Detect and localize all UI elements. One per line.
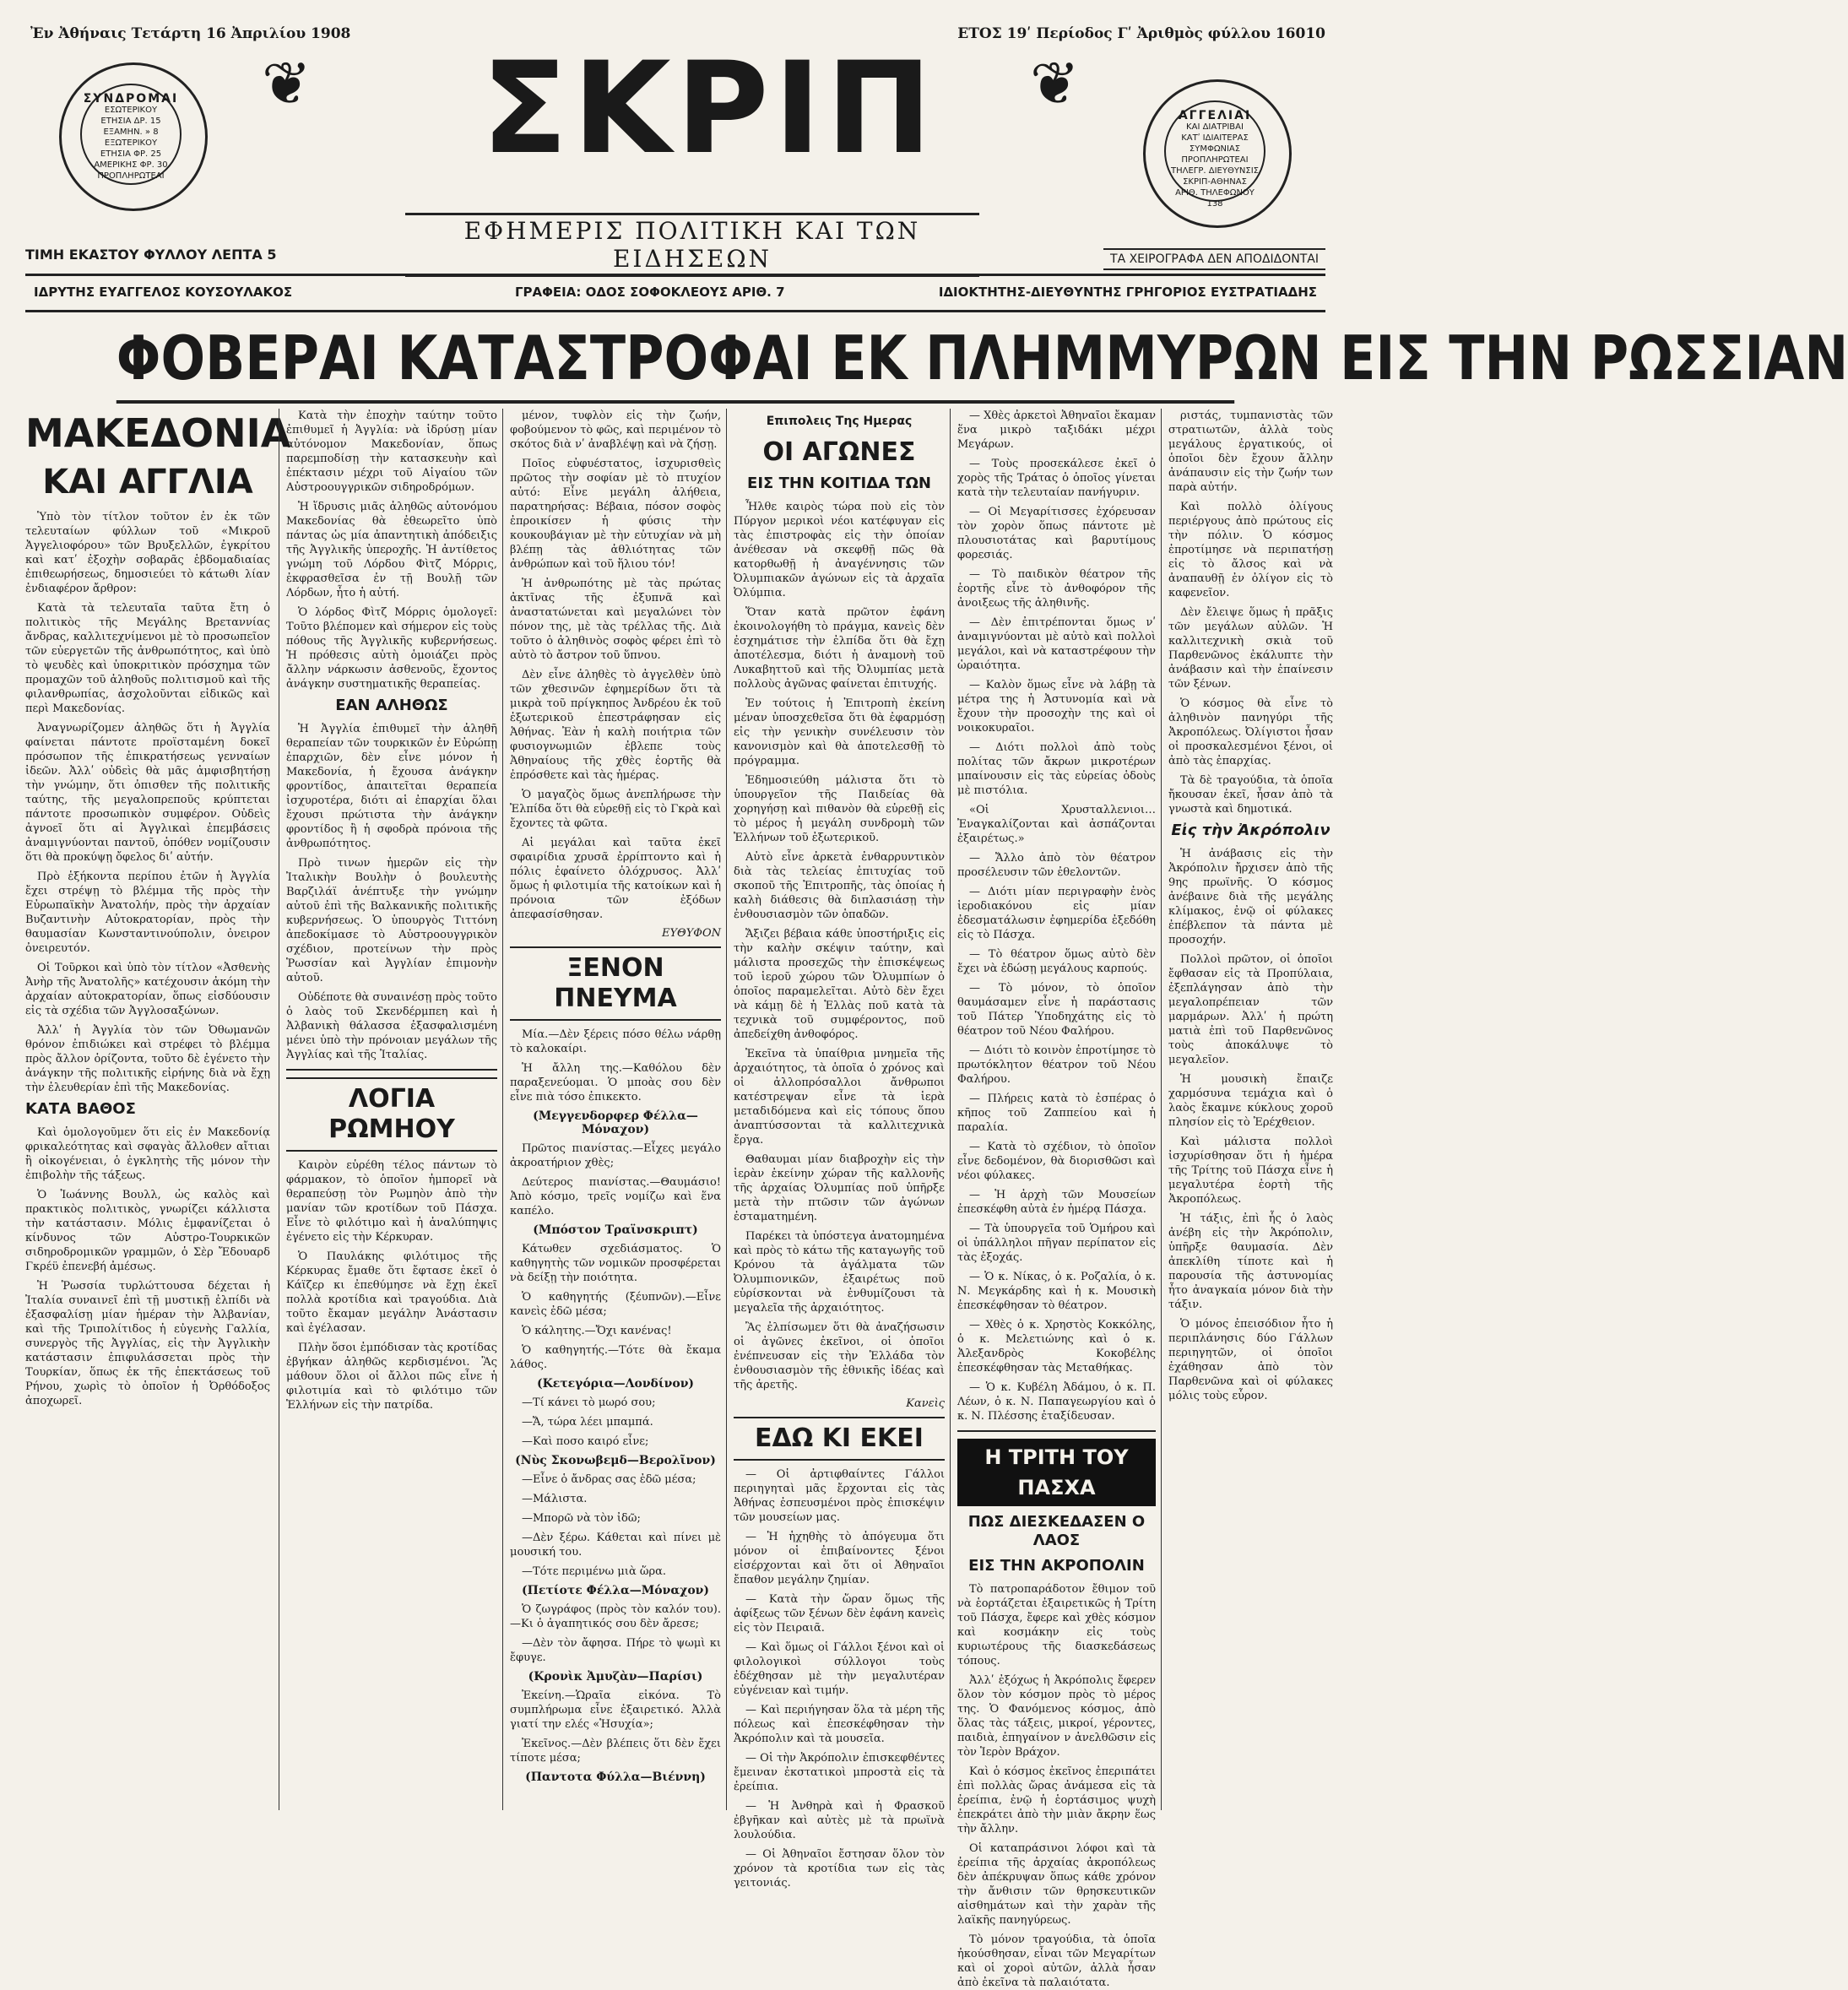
issue-line: ΕΤΟΣ 19ʹ Περίοδος Γʹ Ἀριθμὸς φύλλου 16010 xyxy=(957,25,1325,42)
article-paragraph: Οἱ καταπράσινοι λόφοι καὶ τὰ ἐρείπια τῆς ἀρχαίας ἀκροπόλεως δὲν ἀπέκρυψαν ὅπως κάθε χρόνον τὴν ἄνθισιν τῶν θρησκευτικῶν αἰσθημάτων καὶ τὴν χαρὰν τῆς λαϊκῆς πανηγύρεως. xyxy=(957,1842,1156,1927)
article-paragraph: Πρὸ ἑξήκοντα περίπου ἐτῶν ἡ Ἀγγλία ἔχει στρέψῃ τὸ βλέμμα τῆς πρὸς τὴν Εὐρωπαϊκὴν Ἀνατολήν, πρὸς τὴν ἀρχαίαν Βυζαντινὴν Αὐτοκρατορίαν, πρὸς τὴν θαυμασίαν Κωνσταντινούπολιν, ὀνειρον ὀνειρευτόν. xyxy=(25,870,270,955)
seal-line: ΕΞΑΜΗΝ. » 8 xyxy=(103,127,159,137)
news-item: — Δὲν ἐπιτρέπονται ὅμως νʹ ἀναμιγνύονται μὲ αὐτὸ καὶ πολλοὶ μεγάλοι, καὶ νὰ καταστρέφουν τὴν ὡραιότητα. xyxy=(957,616,1156,672)
article-paragraph: Ἡ ἀνάβασις εἰς τὴν Ἀκρόπολιν ἤρχισεν ἀπὸ τῆς 9ης πρωϊνῆς. Ὁ κόσμος ἀνέβαινε διὰ τῆς μεγάλης κλίμακος, ἐνῷ οἱ φύλακες ἐπέβλεπον τὰ πάντα μὲ προσοχήν. xyxy=(1168,848,1333,946)
seal-line: ΣΥΜΦΩΝΙΑΣ xyxy=(1189,144,1241,154)
article-paragraph: Ὑπὸ τὸν τίτλον τοῦτον ἐν ἐκ τῶν τελευταίων φύλλων τοῦ «Μικροῦ Ἀγγελιοφόρου» τῶν Βρυξελλῶν, ἐγκρίτου καὶ κατʹ ἐξοχὴν σοβαρᾶς ἑβδομαδιαίας ἐπιθεωρήσεως, δημοσιεύει τὸ κάτωθι λίαν ἐνδιαφέρον ἄρθρον: xyxy=(25,511,270,595)
article-paragraph: Ὅταν κατὰ πρῶτον ἐφάνη ἐκοινολογήθη τὸ πράγμα, κανεὶς δὲν ἐσχημάτισε τὴν ἐλπίδα ὅτι θὰ ἔχῃ ἀποτέλεσμα, διότι ἡ ἀναμονὴ τοῦ Λυκαβηττοῦ καὶ τῆς Ὀλυμπίας μετὰ πολλοὺς ἀγῶνας φαίνεται ἐπιτυχής. xyxy=(734,606,945,691)
article-paragraph: Καὶ μάλιστα πολλοὶ ἰσχυρίσθησαν ὅτι ἡ ἡμέρα τῆς Τρίτης τοῦ Πάσχα εἶνε ἡ μεγαλυτέρα ἑορτὴ τῆς Ἀκροπόλεως. xyxy=(1168,1136,1333,1206)
news-item: — Διότι μίαν περιγραφὴν ἐνὸς ἱεροδιακόνου εἰς μίαν ἐδεσματάλωσιν ἐφημερίδα ἐξεδόθη εἰς τὸ Πάσχα. xyxy=(957,886,1156,941)
article-paragraph: Παρέκει τὰ ὑπόστεγα ἀνατομημένα καὶ πρὸς τὸ κάτω τῆς καταγωγῆς τοῦ Κρόνου τὰ ἀγάλματα τῶν Ὀλυμπιονικῶν, ἐξαιρέτως ποῦ εὑρίσκονται νὰ ἐνθυμίζουσι τὰ μεγαλεῖα τῆς ἀρχαιότητος. xyxy=(734,1230,945,1315)
news-item: — Τοὺς προσεκάλεσε ἐκεῖ ὁ χορὸς τῆς Τράτας ὁ ὁποῖος γίνεται κατὰ τὴν τελευταίαν πανήγυριν. xyxy=(957,458,1156,499)
dialogue-line: —Μάλιστα. xyxy=(522,1493,588,1505)
advertisements-seal xyxy=(1143,79,1292,228)
column-2 xyxy=(279,409,497,1810)
article-paragraph: Ἡ Ἀγγλία ἐπιθυμεῖ τὴν ἀληθῆ θεραπείαν τῶν τουρκικῶν ἐν Εὐρώπῃ ἐπαρχιῶν, δὲν εἶνε μόνον ἡ Μακεδονία, ἡ ἔχουσα ἀνάγκην φροντίδος, ἀπαιτεῖται θεραπεία ἰσχυροτέρα, διότι αἱ ἐπαρχίαι ὅλαι ἔχουσι πρώτιστα τὴν ἀνάγκην φροντίδος ἢ ἡ σφοδρὰ πρόνοια τῆς ἀνθρωπότητος. xyxy=(286,723,497,850)
signature: ΕΥΘΥΦΟΝ xyxy=(661,927,721,940)
article-paragraph: Τὸ πατροπαράδοτον ἔθιμον τοῦ νὰ ἑορτάζεται ἐξαιρετικῶς ἡ Τρίτη τοῦ Πάσχα, ἔφερε καὶ χθὲς κόσμον καὶ κοσμάκην εἰς τοὺς κυριωτέρους τῆς διασκεδάσεως τόπους. xyxy=(957,1583,1156,1667)
article-title: ΚΑΙ ΑΓΓΛΙΑ xyxy=(42,463,253,502)
article-paragraph: Ἐν τούτοις ἡ Ἐπιτροπὴ ἐκείνη μέναν ὑποσχεθεῖσα ὅτι θὰ ἐφαρμόσῃ εἰς τὴν γενικὴν συνέλευσιν τὸν κανονισμὸν καὶ θὰ ἀποτελεσθῇ τὸ πρόγραμμα. xyxy=(734,697,945,767)
section-title: ΛΟΓΙΑ ΡΩΜΗΟΥ xyxy=(286,1077,497,1152)
article-paragraph: Κατὰ τὴν ἐποχὴν ταύτην τοῦτο ἐπιθυμεῖ ἡ Ἀγγλία: νὰ ἱδρύσῃ μίαν αὐτόνομον Μακεδονίαν, ὅπως παρεμποδίσῃ τὴν κατασκευὴν καὶ ἐπέκτασιν μέχρι τοῦ Αἰγαίου τῶν Αὐστροουγγρικῶν σιδηροδρόμων. xyxy=(286,409,497,494)
article-paragraph: Οἱ Τοῦρκοι καὶ ὑπὸ τὸν τίτλον «Ἀσθενὴς Ἀνὴρ τῆς Ἀνατολῆς» κατέχουσιν ἀκόμη τὴν ἀρχαίαν αὐτοκρατορίαν, ὅπως εἰσδύουσιν εἰς τὰ σχέδια τῶν Ἀγγλοσαξώνων. xyxy=(25,962,270,1017)
news-item: — Ἡ Ἀνθηρὰ καὶ ἡ Φρασκοῦ ἐβγῆκαν καὶ αὐτὲς μὲ τὰ πρωϊνὰ λουλούδια. xyxy=(734,1800,945,1841)
article-paragraph: Ἀναγνωρίζομεν ἀληθῶς ὅτι ἡ Ἀγγλία φαίνεται πάντοτε προϊσταμένη δοκεῖ πρόσωπον τῆς ἐπικρατήσεως γενναίων ἰδεῶν. Ἀλλʹ οὐδεὶς θὰ μᾶς ἀμφισβητήσῃ τὴν γνώμην, ὅτι ὀπισθεν τῆς πολιτικῆς ταύτης, τῆς μεγαλοπρεποῦς κρύπτεται πάντοτε προσωπικὸν συμφέρον. Οὐδεὶς ἀγνοεῖ ὅτι αἱ Ἀγγλικαὶ ἐπεμβάσεις ἀναμιγνύονται παντοῦ, ὁπόθεν νομίζουσιν ὅτι θὰ προκύψῃ ὄφελος διʹ αὐτήν. xyxy=(25,722,270,864)
news-item: — Πλήρεις κατὰ τὸ ἐσπέρας ὁ κῆπος τοῦ Ζαππείου καὶ ἡ παραλία. xyxy=(957,1093,1156,1134)
seal-line: ΕΤΗΣΙΑ ΔΡ. 15 xyxy=(100,117,161,126)
news-item: — Διότι τὸ κοινὸν ἐπροτίμησε τὸ πρωτόκλητον θέατρον τοῦ Νέου Φαλήρου. xyxy=(957,1044,1156,1086)
masthead-subtitle: ΕΦΗΜΕΡΙΣ ΠΟΛΙΤΙΚΗ ΚΑΙ ΤΩΝ ΕΙΔΗΣΕΩΝ xyxy=(405,213,979,277)
news-item: — Κατὰ τὸ σχέδιον, τὸ ὁποῖον εἶνε δεδομένον, θὰ διορισθῶσι καὶ νέοι φύλακες. xyxy=(957,1141,1156,1182)
source-line: (Παντοτα Φύλλα—Βιέννη) xyxy=(525,1770,706,1784)
article-paragraph: Ὁ κόσμος θὰ εἶνε τὸ ἀληθινὸν πανηγύρι τῆς Ἀκροπόλεως. Ὀλίγιστοι ἦσαν οἱ προσκαλεσμένοι ξένοι, οἱ ἀπὸ τὰς ἐπαρχίας. xyxy=(1168,697,1333,767)
source-line: (Πετίοτε Φέλλα—Μόναχον) xyxy=(521,1584,709,1597)
news-item: — Οἱ τὴν Ἀκρόπολιν ἐπισκεφθέντες ἔμειναν ἐκστατικοὶ μπροστὰ εἰς τὰ ἐρείπια. xyxy=(734,1752,945,1793)
news-item: — Τὸ μόνον, τὸ ὁποῖον θαυμάσαμεν εἶνε ἡ παράστασις τοῦ Πάτερ Ὑποδηχάτης εἰς τὸ θέατρον τοῦ Νέου Φαλήρου. xyxy=(957,982,1156,1038)
subheading: ΚΑΤΑ ΒΑΘΟΣ xyxy=(25,1100,136,1118)
article-paragraph: Αὐτὸ εἶνε ἀρκετὰ ἐνθαρρυντικὸν διὰ τὰς τελείας ἐπιτυχίας τοῦ σκοποῦ τῆς Ἐπιτροπῆς, τὰς ὁποίας ἡ καλὴ διάθεσις θὰ διπλασιάσῃ τὴν ἐνθουσιασμὸν τῶν ὁπαδῶν. xyxy=(734,851,945,921)
ornament-plant-icon: ❦ xyxy=(262,49,312,118)
ornament-plant-icon: ❦ xyxy=(1030,49,1080,118)
seal-line: ΤΗΛΕΓΡ. ΔΙΕΥΘΥΝΣΙΣ xyxy=(1170,166,1259,176)
article-paragraph: Καὶ ὁμολογοῦμεν ὅτι εἰς ἐν Μακεδονίᾳ φρικαλεότητας καὶ σφαγὰς ἄλλοθεν αἴτιαι ἢ οἰκογένειαι, ὁ ἐγκλητὴς τῆς μόνον τὴν ἐπιβολὴν τῆς τάξεως. xyxy=(25,1126,270,1182)
seal-title: ΑΓΓΕΛΙΑΙ xyxy=(1178,109,1252,122)
news-item: — Καὶ ὅμως οἱ Γάλλοι ξένοι καὶ οἱ φιλολογικοὶ σύλλογοι τοὺς ἐδέχθησαν μὲ τὴν μεγαλυτέραν εὐγένειαν καὶ τιμήν. xyxy=(734,1641,945,1697)
article-paragraph: Καὶ ὁ κόσμος ἐκεῖνος ἐπεριπάτει ἐπὶ πολλὰς ὥρας ἀνάμεσα εἰς τὰ ἐρείπια, ἐνῷ ἡ ἑορτάσιμος ψυχὴ ἐπεκράτει ἀπὸ τὴν μιὰν ἄκρην ἕως τὴν ἄλλην. xyxy=(957,1765,1156,1835)
news-item: — Οἱ Μεγαρίτισσες ἐχόρευσαν τὸν χορὸν ὅπως πάντοτε μὲ πλουσιοτάτας καὶ βαρυτίμους φορεσιάς. xyxy=(957,506,1156,561)
dialogue-line: Πρῶτος πιανίστας.—Εἶχες μεγάλο ἀκροατήριον χθὲς; xyxy=(510,1142,721,1169)
article-paragraph: Ἡ τάξις, ἐπὶ ἧς ὁ λαὸς ἀνέβη εἰς τὴν Ἀκρόπολιν, ὑπῆρξε θαυμασία. Δὲν ἀπεκλίθη τίποτε καὶ ἡ παρουσία τῆς ἀστυνομίας ἦτο ἀναγκαία μόνον διὰ τὴν τάξιν. xyxy=(1168,1212,1333,1311)
article-paragraph: Τὸ μόνον τραγούδια, τὰ ὁποῖα ἠκούσθησαν, εἶναι τῶν Μεγαρίτων καὶ οἱ χοροὶ αὐτῶν, ἀλλὰ ἦσαν ἀπὸ ἐκεῖνα τὰ παλαιότατα. xyxy=(957,1933,1156,1989)
source-line: (Νὺς Σκονωβεμδ—Βερολῖνον) xyxy=(515,1454,716,1467)
seal-line: ΑΡΙΘ. ΤΗΛΕΦΩΝΟΥ 138 xyxy=(1175,188,1255,209)
article-subtitle: ΠΩΣ ΔΙΕΣΚΕΔΑΣΕΝ Ο ΛΑΟΣ xyxy=(967,1513,1146,1549)
meta-row xyxy=(25,274,1325,312)
dialogue-line: Ὁ καθηγητής.—Τότε θὰ ἔκαμα λάθος. xyxy=(510,1344,721,1371)
kicker: Επιπολεις Της Ημερας xyxy=(766,415,913,428)
seal-line: ΚΑΙ ΔΙΑΤΡΙΒΑΙ xyxy=(1186,122,1244,132)
seal-title: ΣΥΝΔΡΟΜΑΙ xyxy=(83,92,179,106)
column-4 xyxy=(726,409,945,1890)
article-paragraph: Ἐκεῖνα τὰ ὑπαίθρια μνημεῖα τῆς ἀρχαιότητος, τὰ ὁποῖα ὁ χρόνος καὶ οἱ ἀλλοπρόσαλλοι ἄνθρωποι κατέστρεψαν εἶνε τὰ ἱερὰ μεταδιδόμενα καὶ εἰς τόπους ὅπου ἀναπτύσσονται τὰ καλλιτεχνικὰ ἔργα. xyxy=(734,1048,945,1147)
dialogue-line: —Δὲν ξέρω. Κάθεται καὶ πίνει μὲ μουσική του. xyxy=(510,1532,721,1559)
dialogue-line: Ἐκείνη.—Ὡραῖα εἰκόνα. Τὸ συμπλήρωμα εἶνε ἐξαιρετικό. Ἀλλὰ γιατί την ελές «Ἡσυχία»; xyxy=(510,1689,721,1731)
dialogue-line: —Τί κάνει τὸ μωρό σου; xyxy=(522,1396,656,1409)
divider xyxy=(957,1430,1156,1432)
date-line: Ἐν Ἀθήναις Τετάρτη 16 Ἀπριλίου 1908 xyxy=(30,25,351,42)
column-3 xyxy=(502,409,721,1810)
news-item: — Χθὲς ἀρκετοὶ Ἀθηναῖοι ἔκαμαν ἕνα μικρὸ ταξιδάκι μέχρι Μεγάρων. xyxy=(957,409,1156,451)
dialogue-line: Ὁ κάλητης.—Ὄχι κανένας! xyxy=(522,1325,672,1337)
article-paragraph: Καὶ πολλὸ ὀλίγους περιέργους ἀπὸ πρώτους εἰς τὴν πόλιν. Ὁ κόσμος ἐπροτίμησε νὰ περιπατήσῃ εἰς τὸ ἄλσος καὶ νὰ ἀναπαυθῇ ἐν ὀλίγον εἰς τὸ καφενεῖον. xyxy=(1168,501,1333,599)
article-paragraph: Ἡ ἀνθρωπότης μὲ τὰς πρώτας ἀκτῖνας τῆς ἐξυπνᾶ καὶ ἀναστατώνεται καὶ μεγαλώνει τὸν πόνον της, μὲ τὰς τρέλλας τῆς. Διὰ τοῦτο ὁ ἀληθινὸς σοφὸς φέρει ἐπὶ τὸ αὐτὸ τὸ ἄστρον τοῦ ὕπνου. xyxy=(510,577,721,662)
article-paragraph: Κατὰ τὰ τελευταῖα ταῦτα ἔτη ὁ πολιτικὸς τῆς Μεγάλης Βρεταννίας ἄνδρας, καλλιτεχνίμενοι μὲ τὸ προσωπεῖον τῶν εὐεργετῶν τῆς ἀνθρωπότητος, καὶ ὑπὸ τὸ ψευδὲς καὶ ὑποκριτικὸν πρόσχημα τῶν προμαχῶν τοῦ ἀληθοῦς πολιτισμοῦ καὶ τῆς φιλανθρωπίας, ἀσχολοῦνται εἰδικῶς καὶ περὶ Μακεδονίας. xyxy=(25,602,270,715)
news-item: — Ὁ κ. Κυβέλη Ἀδάμου, ὁ κ. Π. Λέων, ὁ κ. Ν. Παπαγεωργίου καὶ ὁ κ. Ν. Πλέσσης ἐταξίδευσαν. xyxy=(957,1381,1156,1423)
article-paragraph: Ἂς ἐλπίσωμεν ὅτι θὰ ἀναζήσωσιν οἱ ἀγῶνες ἐκεῖνοι, οἱ ὁποῖοι ἐνέπνευσαν εἰς τὴν Ἑλλάδα τὸν ἐνθουσιασμὸν τῆς ἐθνικῆς ἰδέας καὶ τῆς ἀρετῆς. xyxy=(734,1321,945,1391)
article-paragraph: Οὐδέποτε θὰ συναινέσῃ πρὸς τοῦτο ὁ λαὸς τοῦ Σκενδέρμπεη καὶ ἡ Ἀλβανικὴ θάλασσα ἐξασφαλισμένη μένει ὑπὸ τὴν πρόνοιαν μεγάλων τῆς Ἀγγλίας καὶ τῆς Ἰταλίας. xyxy=(286,991,497,1061)
article-paragraph: Ἀλλʹ ἡ Ἀγγλία τὸν τῶν Ὀθωμανῶν θρόνον ἐπιδιώκει καὶ στρέφει τὸ βλέμμα πρὸς ἄλλον ὁρίζοντα, τοῦτο δὲ ἐγένετο τὴν ἀνάγκην τῆς πολιτικῆς εἰρήνης διὰ νὰ ἔχῃ τὴν ἐλευθερίαν ἐπὶ τῆς Μακεδονίας. xyxy=(25,1024,270,1094)
source-line: (Κρονὶκ Ἀμυζὰν—Παρίσι) xyxy=(528,1670,703,1684)
article-paragraph: Ἦλθε καιρὸς τώρα ποὺ εἰς τὸν Πύργον μερικοὶ νέοι κατέφυγαν εἰς τὰς ἐπιστροφὰς εἰς τὴν ὁποίαν ἀνέθεσαν νὰ σκεφθῇ πῶς θὰ κατορθωθῇ ἡ ἀναγέννησις τῶν Ὀλυμπιακῶν ἀγώνων εἰς τὰ ἀρχαῖα Ὀλύμπια. xyxy=(734,501,945,599)
section-title: ΞΕΝΟΝ ΠΝΕΥΜΑ xyxy=(510,946,721,1021)
news-item: — Καὶ περιήγησαν ὅλα τὰ μέρη τῆς πόλεως καὶ ἐπεσκέφθησαν τὴν Ἀκρόπολιν καὶ τὰ μουσεῖα. xyxy=(734,1704,945,1745)
news-item: — Οἱ ἀρτιφθαίντες Γάλλοι περιηγηταὶ μᾶς ἔρχονται εἰς τὰς Ἀθήνας ἐσπευσμένοι πρὸς ἐπισκέψιν τῶν μουσείων μας. xyxy=(734,1468,945,1524)
subscriptions-seal xyxy=(59,62,208,211)
news-item: — Τὸ θέατρον ὅμως αὐτὸ δὲν ἔχει νὰ ἐδώσῃ μεγάλους καρπούς. xyxy=(957,948,1156,975)
dialogue-line: —Καὶ ποσο καιρό εἶνε; xyxy=(522,1435,649,1448)
article-paragraph: Δὲν ἔλειψε ὅμως ἡ πρᾶξις τῶν μεγάλων αὐλῶν. Ἡ καλλιτεχνικὴ σκιὰ τοῦ Παρθενῶνος ἐκάλυπτε τὴν ἀνάβασιν καὶ τὴν ἐπαίνεσιν τῶν ξένων. xyxy=(1168,606,1333,691)
manuscripts-note: ΤΑ ΧΕΙΡΟΓΡΑΦΑ ΔΕΝ ΑΠΟΔΙΔΟΝΤΑΙ xyxy=(1103,248,1325,270)
article-paragraph: Ἐδημοσιεύθη μάλιστα ὅτι τὸ ὑπουργεῖον τῆς Παιδείας θὰ χορηγήσῃ καὶ πιθανὸν θὰ εὐρεθῇ εἰς τὸ μέρος ἡ μεγάλη συνδρομὴ τῶν Ἑλλήνων τοῦ ἐξωτερικοῦ. xyxy=(734,774,945,844)
seal-line: ΕΣΩΤΕΡΙΚΟΥ xyxy=(104,106,158,115)
dialogue-line: Ἐκεῖνος.—Δὲν βλέπεις ὅτι δὲν ἔχει τίποτε μέσα; xyxy=(510,1738,721,1765)
section-title: ΕΔΩ ΚΙ ΕΚΕΙ xyxy=(734,1417,945,1461)
dialogue-line: —Ἄ, τώρα λέει μπαμπά. xyxy=(522,1416,653,1429)
newspaper-page xyxy=(25,20,1848,1989)
dialogue-line: Μία.—Δὲν ξέρεις πόσο θέλω νάρθῃ τὸ καλοκαίρι. xyxy=(510,1028,721,1055)
news-item: — Διότι πολλοὶ ἀπὸ τοὺς πολίτας τῶν ἄκρων μικροτέρων μπαίνουσιν εἰς τὰς εὐρείας ὁδοὺς μὲ πιστόλια. xyxy=(957,741,1156,797)
news-item: — Χθὲς ὁ κ. Χρηστὸς Κοκκόλης, ὁ κ. Μελετιώνης καὶ ὁ κ. Ἀλεξανδρὸς Κοκοβέλης ἐπεσκέφθησαν τὰς Μεταθήκας. xyxy=(957,1319,1156,1375)
article-paragraph: Καιρὸν εὑρέθη τέλος πάντων τὸ φάρμακον, τὸ ὁποῖον ἠμπορεῖ νὰ θεραπεύσῃ τὸν Ρωμηὸν ἀπὸ τὴν μανίαν τῶν κροτίδων τοῦ Πάσχα. Εἶνε τὸ φιλότιμο καὶ ἡ ἀναλύπηψις ἐγένετο εἰς τὴν Κέρκυραν. xyxy=(286,1159,497,1244)
article-paragraph: Πλὴν ὅσοι ἐμπόδισαν τὰς κροτίδας ἐβγήκαν ἀληθῶς κερδισμένοι. Ἂς μάθουν ὅλοι οἱ ἄλλοι πῶς εἶνε ἡ φιλοτιμία καὶ τὸ φιλότιμο τῶν Ἑλλήνων εἰς τὴν πατρίδα. xyxy=(286,1342,497,1412)
article-paragraph: Ἡ Ῥωσσία τυρλώττουσα δέχεται ἡ Ἰταλία συναινεῖ ἐπὶ τῇ μυστικῇ ἐλπίδι νὰ ἐξασφαλίσῃ μίαν ἡμέραν τὴν Ἀλβανίαν, καὶ τῆς Τριπολίτιδος ἡ εὐγενὴς Γαλλία, συνεργὸς τῆς Ἀγγλίας, εἰς τὴν Ἀγγλικὴν κατάστασιν ἐπιφυλάσσεται πρὸς τὴν Τουρκίαν, ὅπως ἐκ τῆς ἐπεκτάσεως τοῦ Ρήνου, χωρὶς τὸ ὁποῖον ἡ Ὀρθόδοξος ἀποχωρεῖ. xyxy=(25,1280,270,1407)
article-paragraph: Αἱ μεγάλαι καὶ ταῦτα ἐκεῖ σφαιρίδια χρυσᾶ ἐρρίπτοντο καὶ ἡ πόλις ἐφαίνετο ὁλόχρυσος. Ἀλλʹ ὅμως ἡ φιλοτιμία τῆς κατοίκων καὶ ἡ πρόνοια τῶν ἐξόδων ἀπεφασίσθησαν. xyxy=(510,837,721,921)
article-paragraph: Ὁ λόρδος Φὶτζ Μόρρις ὁμολογεῖ: Τοῦτο βλέπομεν καὶ σήμερον εἰς τοὺς πόθους τῆς Ἀγγλικῆς κυβερνήσεως. Ἡ πρόθεσις αὐτὴ ὁμοιάζει πρὸς ἄλλην νάρκωσιν ἀσθενοῦς, ἔχοντος ἀνάγκην συστηματικῆς θεραπείας. xyxy=(286,606,497,691)
news-item: — Τὸ παιδικὸν θέατρον τῆς ἑορτῆς εἶνε τὸ ἀνθοφόρον τῆς ἀνοιξεως τῆς ἀληθινῆς. xyxy=(957,568,1156,610)
source-line: (Μεγγενδορφερ Φέλλα—Μόναχον) xyxy=(533,1109,698,1136)
news-item: — Ἡ ἀρχὴ τῶν Μουσείων ἐπεσκέφθη αὐτὰ ἐν ἡμέρᾳ Πάσχα. xyxy=(957,1189,1156,1216)
seal-line: ΠΡΟΠΛΗΡΩΤΕΑΙ xyxy=(97,171,165,181)
article-paragraph: μένον, τυφλὸν εἰς τὴν ζωήν, φοβούμενον τὸ φῶς, καὶ περιμένον τὸ σκότος διὰ νʹ ἀναβλέψῃ καὶ νὰ ζήσῃ. xyxy=(510,409,721,451)
source-line: (Κετεγόρια—Λονδίνον) xyxy=(536,1377,695,1391)
article-paragraph: Ἀλλʹ ἐξόχως ἡ Ἀκρόπολις ἔφερεν ὅλον τὸν κόσμον πρὸς τὸ μέρος της. Ὁ Φανόμενος κόσμος, ἀπὸ ὅλας τὰς τάξεις, μικροί, γέροντες, παιδιὰ, ἐπηγαίνον ν ἀνελθῶσιν εἰς τὸν Ἱερὸν Βράχον. xyxy=(957,1674,1156,1759)
seal-line: ΚΑΤʹ ΙΔΙΑΙΤΕΡΑΣ xyxy=(1181,133,1249,143)
dialogue-line: Δεύτερος πιανίστας.—Θαυμάσιο! Ἀπὸ κόσμο, τρεῖς νομίζω καὶ ἕνα καπέλο. xyxy=(510,1176,721,1217)
seal-line: ΑΜΕΡΙΚΗΣ ΦΡ. 30 xyxy=(94,160,168,170)
article-paragraph: Ἡ μουσικὴ ἔπαιζε χαρμόσυνα τεμάχια καὶ ὁ λαὸς ἔκαμνε κύκλους χοροῦ πλησίον εἰς τὸ Ἐρέχθειον. xyxy=(1168,1073,1333,1129)
news-item: — Ἄλλο ἀπὸ τὸν θέατρον προσέλευσιν τῶν ἐθελοντῶν. xyxy=(957,852,1156,879)
article-paragraph: Πρὸ τινων ἡμερῶν εἰς τὴν Ἰταλικὴν Βουλὴν ὁ βουλευτὴς Βαρζιλάϊ ἀνέπτυξε τὴν γνώμην αὐτοῦ ἐπὶ τῆς Βαλκανικῆς πολιτικῆς κυβερνήσεως. Ὁ ὑπουργὸς Τιττόνη ἀπεδοκίμασε τὸ Αὐστροουγγρικὸν σχέδιον, προτείνων τὴν πρὸς Ῥωσσίαν καὶ Ἀγγλίαν ἐπιμονὴν αὐτοῦ. xyxy=(286,857,497,984)
news-item: — Καλὸν ὅμως εἶνε νὰ λάβῃ τὰ μέτρα της ἡ Ἀστυνομία καὶ νὰ ἔχουν τὴν προσοχὴν της καὶ οἱ νοικοκυραῖοι. xyxy=(957,679,1156,735)
section-title: Η ΤΡΙΤΗ ΤΟΥ ΠΑΣΧΑ xyxy=(957,1439,1156,1506)
main-headline: ΦΟΒΕΡΑΙ ΚΑΤΑΣΤΡΟΦΑΙ ΕΚ ΠΛΗΜΜΥΡΩΝ ΕΙΣ ΤΗΝ ΡΩΣΣΙΑΝ xyxy=(117,316,1234,404)
column-1 xyxy=(25,409,291,1810)
dialogue-line: —Εἶνε ὁ ἄνδρας σας ἐδῶ μέσα; xyxy=(522,1473,696,1486)
article-paragraph: Ἡ ἵδρυσις μιᾶς ἀληθῶς αὐτονόμου Μακεδονίας θὰ ἐθεωρεῖτο ὑπὸ πάντας ὡς μία ἀπαντητικὴ ἀπόδειξις τῆς Ἀγγλικῆς ὑπεροχῆς. Ἡ ἀντίθετος γνώμη τοῦ Λόρδου Φὶτζ Μόρρις, ἐκφρασθεῖσα ἐν τῇ Βουλῇ τῶν Λόρδων, ἦτο ἡ αὐτή. xyxy=(286,501,497,599)
subheading: ΕΑΝ ΑΛΗΘΩΣ xyxy=(335,697,448,714)
article-paragraph: Ὁ μαγαζὸς ὅμως ἀνεπλήρωσε τὴν Ἐλπίδα ὅτι θὰ εὑρεθῇ εἰς τὸ Γκρὰ καὶ ἔχοντες τὰ φῶτα. xyxy=(510,789,721,830)
news-item: — Οἱ Ἀθηναῖοι ἔστησαν ὅλον τὸν χρόνον τὰ κροτίδια των εἰς τὰς γειτονιάς. xyxy=(734,1848,945,1890)
dialogue-line: Κάτωθεν σχεδιάσματος. Ὁ καθηγητὴς τῶν νομικῶν προσφέρεται νὰ δείξῃ τὴν ποιότητα. xyxy=(510,1243,721,1284)
article-paragraph: Πολλοὶ πρῶτον, οἱ ὁποῖοι ἔφθασαν εἰς τὰ Προπύλαια, ἐξεπλάγησαν ἀπὸ τὴν μεγαλοπρέπειαν τῶν μαρμάρων. Ἀλλʹ ἡ πρώτη ματιὰ ἐπὶ τοῦ Παρθενῶνος τοὺς ἀποκάλυψε τὸ μεγαλεῖον. xyxy=(1168,953,1333,1066)
article-paragraph: Ποῖος εὐφυέστατος, ἰσχυρισθεὶς πρῶτος τὴν σοφίαν μὲ τὸ πτυχίον αὐτό: Εἶνε μεγάλη ἀλήθεια, παρατηρήσας: Βέβαια, πόσον σοφὸς ἐπροικίσεν ἡ φύσις τὴν κουκουβάγιαν μὲ τὴν εὐτυχίαν νὰ μὴ βλέπῃ τὰς ἀθλιότητας τῶν ἀνθρώπων καὶ τοῦ ἥλιου τόν! xyxy=(510,458,721,571)
founder-line: ΙΔΡΥΤΗΣ ΕΥΑΓΓΕΛΟΣ ΚΟΥΣΟΥΛΑΚΟΣ xyxy=(34,285,293,300)
news-item: — Τὰ ὑπουργεῖα τοῦ Ὁμήρου καὶ οἱ ὑπάλληλοι πῆγαν περίπατον εἰς τὰς ἐξοχάς. xyxy=(957,1223,1156,1264)
source-line: (Μπόστον Τραϊνσκριπτ) xyxy=(533,1223,698,1237)
article-paragraph: Ὁ Ἰωάννης Βουλλ, ὡς καλὸς καὶ πρακτικὸς πολιτικὸς, γνωρίζει κάλλιστα τὴν κατάστασιν. Μόλις ἐμφανίζεται ὁ κίνδυνος τῶν Αὐστρο-Τουρκικῶν σιδηροδρομικῶν γραμμῶν, ὁ Σὲρ Ἔδουαρδ Γκρέϋ ἐπενεβή ἀμέσως. xyxy=(25,1189,270,1273)
article-paragraph: Τὰ δὲ τραγούδια, τὰ ὁποῖα ἤκουσαν ἐκεῖ, ἦσαν ἀπὸ τὰ γνωστὰ καὶ δημοτικά. xyxy=(1168,774,1333,816)
director-line: ΙΔΙΟΚΤΗΤΗΣ-ΔΙΕΥΘΥΝΤΗΣ ΓΡΗΓΟΡΙΟΣ ΕΥΣΤΡΑΤΙΑΔΗΣ xyxy=(938,285,1317,300)
news-item: «Οἱ Χρυσταλλενιοι… Ἐναγκαλίζονται καὶ ἀσπάζονται ἐξαιρέτως.» xyxy=(957,804,1156,845)
article-subtitle: ΕΙΣ ΤΗΝ ΑΚΡΟΠΟΛΙΝ xyxy=(968,1557,1145,1575)
dialogue-line: Ἡ ἄλλη της.—Καθόλου δὲν παραξενεύομαι. Ὁ μποὰς σου δὲν εἶνε πιὰ τόσο ἐπικεκτο. xyxy=(510,1062,721,1103)
seal-line: ΣΚΡΙΠ-ΑΘΗΝΑΣ xyxy=(1183,177,1247,187)
seal-line: ΠΡΟΠΛΗΡΩΤΕΑΙ xyxy=(1181,155,1249,165)
article-paragraph: Ὁ Παυλάκης φιλότιμος τῆς Κέρκυρας ἔμαθε ὅτι ἔφτασε ἐκεῖ ὁ Κάϊζερ κι ἐπεθύμησε νὰ ἔχῃ ἐκεῖ πολλὰ κροτίδια καὶ τραγούδια. Διὰ τοῦτο ἔκαμαν μεγάλην Ἀνάστασιν καὶ ἐγέλασαν. xyxy=(286,1250,497,1335)
news-item: — Ἡ ἡχηθὴς τὸ ἀπόγευμα ὅτι μόνον οἱ ἐπιβαίνοντες ξένοι εἰσέρχονται καὶ ὅτι οἱ Ἀθηναῖοι ἔπαθον μεγάλην ζημίαν. xyxy=(734,1531,945,1586)
article-title: ΜΑΚΕΔΟΝΙΑ xyxy=(25,410,291,456)
subheading: Εἰς τὴν Ἀκρόπολιν xyxy=(1171,821,1330,839)
seal-line: ΕΤΗΣΙΑ ΦΡ. 25 xyxy=(100,149,162,159)
news-item: — Ὁ κ. Νίκας, ὁ κ. Ροζαλία, ὁ κ. Ν. Μεγκάρδης καὶ ἡ κ. Μουσικὴ ἐπεσκέφθησαν τὸ θέατρον. xyxy=(957,1271,1156,1312)
article-paragraph: Ὁ μόνος ἐπεισόδιον ἦτο ἡ περιπλάνησις δύο Γάλλων περιηγητῶν, οἱ ὁποῖοι ἐχάθησαν ἀπὸ τὸν Παρθενῶνα καὶ οἱ φύλακες μόλις τοὺς εὗρον. xyxy=(1168,1318,1333,1402)
dialogue-line: Ὁ ζωγράφος (πρὸς τὸν καλόν του).—Κι ὁ ἀγαπητικός σου δὲν ἄρεσε; xyxy=(510,1603,721,1630)
dialogue-line: —Δὲν τὸν ἄφησα. Πήρε τὸ ψωμὶ κι ἔφυγε. xyxy=(510,1637,721,1664)
offices-line: ΓΡΑΦΕΙΑ: ΟΔΟΣ ΣΟΦΟΚΛΕΟΥΣ ΑΡΙΘ. 7 xyxy=(515,285,785,300)
column-6 xyxy=(1161,409,1333,1810)
article-paragraph: Ἄξιζει βέβαια κάθε ὑποστήριξις εἰς τὴν καλὴν σκέψιν ταύτην, καὶ μάλιστα προσεχῶς τὴν ἐπισκέψεως τοῦ ἱεροῦ χώρου τῶν Ὀλυμπίων ὁ ὁποῖος παραμελεῖται. Αὐτὸ δὲν ἔχει νὰ κάμῃ δὲ ἡ Ἑλλὰς ποῦ κατὰ τὰ τεχνικὰ τοῦ συμφέροντος, ποῦ ἀπεδείχθη ἀνθοφόρος. xyxy=(734,928,945,1041)
article-title: ΟΙ ΑΓΩΝΕΣ xyxy=(762,437,916,467)
seal-line: ΕΞΩΤΕΡΙΚΟΥ xyxy=(104,138,158,148)
masthead-title: ΣΚΡΙΠ xyxy=(481,35,937,182)
dialogue-line: —Τότε περιμένω μιὰ ὥρα. xyxy=(522,1565,667,1578)
signature: Κανεὶς xyxy=(906,1397,945,1410)
dialogue-line: —Μπορῶ νὰ τὸν ἰδῶ; xyxy=(522,1512,641,1525)
column-5 xyxy=(950,409,1156,1989)
columns xyxy=(25,409,1333,1989)
dialogue-line: Ὁ καθηγητής (ξέυπνῶν).—Εἶνε κανεὶς ἐδῶ μέσα; xyxy=(510,1291,721,1318)
article-paragraph: Δὲν εἶνε ἀληθὲς τὸ ἀγγελθὲν ὑπὸ τῶν χθεσινῶν ἐφημερίδων ὅτι τὰ μικρὰ τοῦ πρίγκηπος Ἀνδρέου ἐκ τοῦ ἐξωτερικοῦ ἐπεστράφησαν εἰς Ἀθήνας. Ἐὰν ἡ καλὴ ποιήτρια τῶν φυσιογνωμιῶν ἐβλεπε τοὺς Ἀθηναίους τῆς χθὲς ἑορτῆς θὰ ἐπρόσθετε καὶ τὰς ἡμέρας. xyxy=(510,669,721,782)
article-paragraph: ριστάς, τυμπανιστὰς τῶν στρατιωτῶν, ἀλλὰ τοὺς μεγάλους ἐργατικούς, οἱ ὁποῖοι δὲν ἔχουν ἄλλην ἀνάπαυσιν εἰς τὴν ζωήν των παρὰ αὐτήν. xyxy=(1168,409,1333,494)
news-item: — Κατὰ τὴν ὥραν ὅμως τῆς ἀφίξεως τῶν ξένων δὲν ἐφάνη κανεὶς εἰς τὸν Πειραιᾶ. xyxy=(734,1593,945,1635)
article-subtitle: ΕΙΣ ΤΗΝ ΚΟΙΤΙΔΑ ΤΩΝ xyxy=(747,474,931,492)
divider xyxy=(286,1069,497,1071)
article-paragraph: Θαθαυμαι μίαν διαβροχὴν εἰς τὴν ἱερὰν ἐκείνην χώραν τῆς καλλονῆς τῆς ἀρχαίας Ὀλυμπίας ποῦ ὑπῆρξε μετὰ τὴν πτῶσιν τῶν ἀγώνων ἐσταματημένη. xyxy=(734,1153,945,1223)
price-line: ΤΙΜΗ ΕΚΑΣΤΟΥ ΦΥΛΛΟΥ ΛΕΠΤΑ 5 xyxy=(25,247,277,263)
